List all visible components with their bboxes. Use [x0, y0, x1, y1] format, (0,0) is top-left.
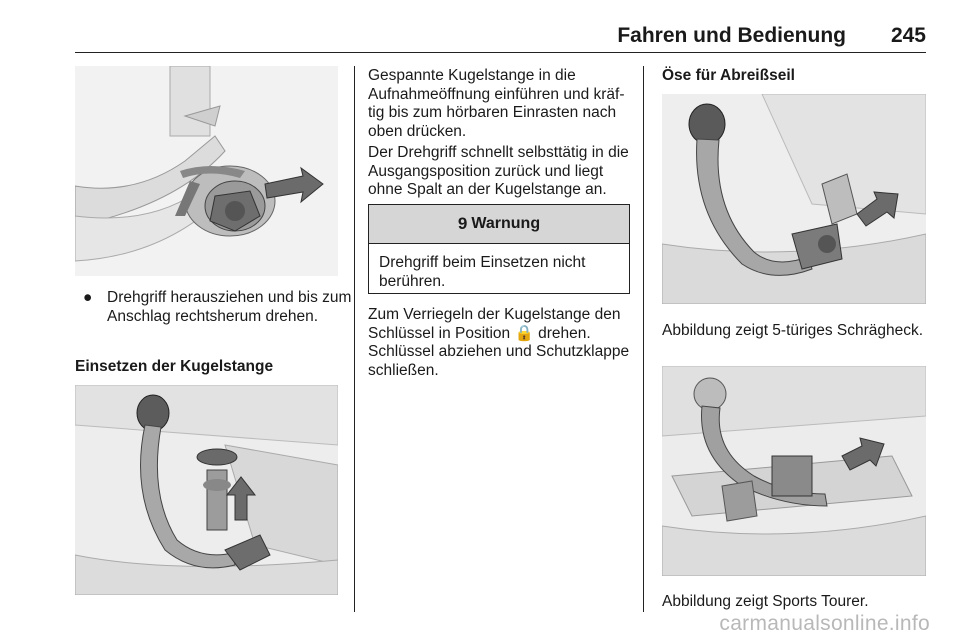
- warning-icon: 9: [457, 214, 468, 233]
- warning-title: Warnung: [471, 215, 541, 232]
- column-divider-left: [354, 66, 355, 612]
- lock-text-after: drehen. Schlüssel abziehen und Schutzklappe schließen.: [368, 324, 630, 379]
- illustration-insert-towbar: [75, 385, 338, 595]
- paragraph-handle-returns: Der Drehgriff schnellt selbsttätig in die Ausgangsposition zurück und liegt ohne Spalt an der Kugelstange an.: [368, 144, 629, 198]
- page-number: 245: [890, 24, 926, 47]
- page-header-title: Fahren und Bedienung: [617, 24, 846, 47]
- illustration-eyelet-sports-tourer: [662, 366, 926, 576]
- bullet-dot: ●: [83, 289, 93, 306]
- lock-text-before: Zum Verriegeln der Kugelstange den Schlüssel in Position: [368, 306, 621, 342]
- paragraph-lock-instructions: [368, 306, 634, 380]
- warning-body: Drehgriff beim Einsetzen nicht berühren.: [379, 254, 586, 290]
- lock-position-icon: 🔒: [514, 324, 534, 342]
- watermark: carmanualsonline.info: [719, 612, 930, 635]
- header-rule: [75, 52, 926, 53]
- illustration-pull-handle: [75, 66, 338, 276]
- warning-header: [369, 205, 629, 244]
- caption-hatchback: Abbildung zeigt 5-türiges Schrägheck.: [662, 322, 924, 339]
- column-divider-right: [643, 66, 644, 612]
- warning-box: [368, 204, 630, 294]
- heading-eyelet-breakaway-cable: Öse für Abreißseil: [662, 67, 795, 84]
- caption-sports-tourer: Abbildung zeigt Sports Tourer.: [662, 593, 869, 610]
- heading-insert-towbar: Einsetzen der Kugelstange: [75, 358, 274, 375]
- illustration-eyelet-hatchback: [662, 94, 926, 304]
- paragraph-insert-instructions: Gespannte Kugelstange in die Aufnahmeöffnung einführen und kräftig bis zum hörbaren Einrasten nach oben drücken.: [368, 67, 625, 140]
- bullet-text: Drehgriff herausziehen und bis zum Anschlag rechtsherum drehen.: [107, 289, 352, 325]
